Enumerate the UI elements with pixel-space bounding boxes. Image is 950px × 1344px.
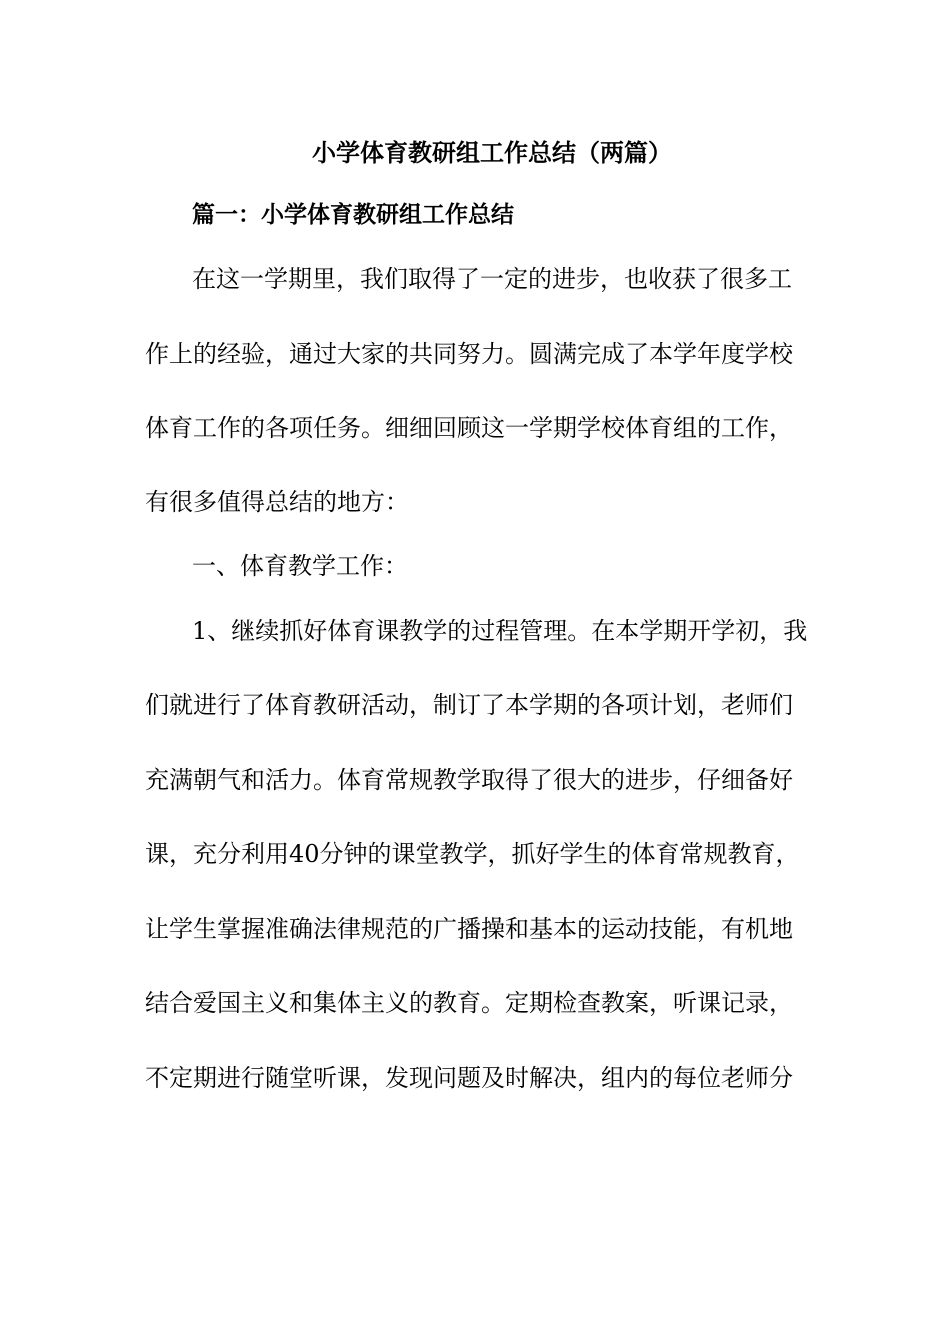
section-heading: 篇一：小学体育教研组工作总结 [192, 201, 514, 228]
paragraph-line: 作上的经验，通过大家的共同努力。圆满完成了本学年度学校 [145, 340, 793, 368]
paragraph-line: 有很多值得总结的地方： [145, 488, 409, 516]
paragraph-line: 不定期进行随堂听课，发现问题及时解决，组内的每位老师分 [145, 1064, 793, 1092]
document-title: 小学体育教研组工作总结（两篇） [312, 138, 672, 167]
paragraph-line: 1、继续抓好体育课教学的过程管理。在本学期开学初，我 [192, 617, 808, 645]
paragraph-line: 课，充分利用40分钟的课堂教学，抓好学生的体育常规教育， [145, 840, 800, 868]
paragraph-line: 结合爱国主义和集体主义的教育。定期检查教案，听课记录， [145, 989, 793, 1017]
paragraph-line: 充满朝气和活力。体育常规教学取得了很大的进步，仔细备好 [145, 766, 793, 794]
paragraph-line: 们就进行了体育教研活动，制订了本学期的各项计划，老师们 [145, 691, 793, 719]
paragraph-line: 一、体育教学工作： [192, 552, 408, 580]
paragraph-line: 让学生掌握准确法律规范的广播操和基本的运动技能，有机地 [145, 915, 793, 943]
paragraph-line: 在这一学期里，我们取得了一定的进步，也收获了很多工 [192, 265, 792, 293]
paragraph-line: 体育工作的各项任务。细细回顾这一学期学校体育组的工作， [145, 414, 793, 442]
